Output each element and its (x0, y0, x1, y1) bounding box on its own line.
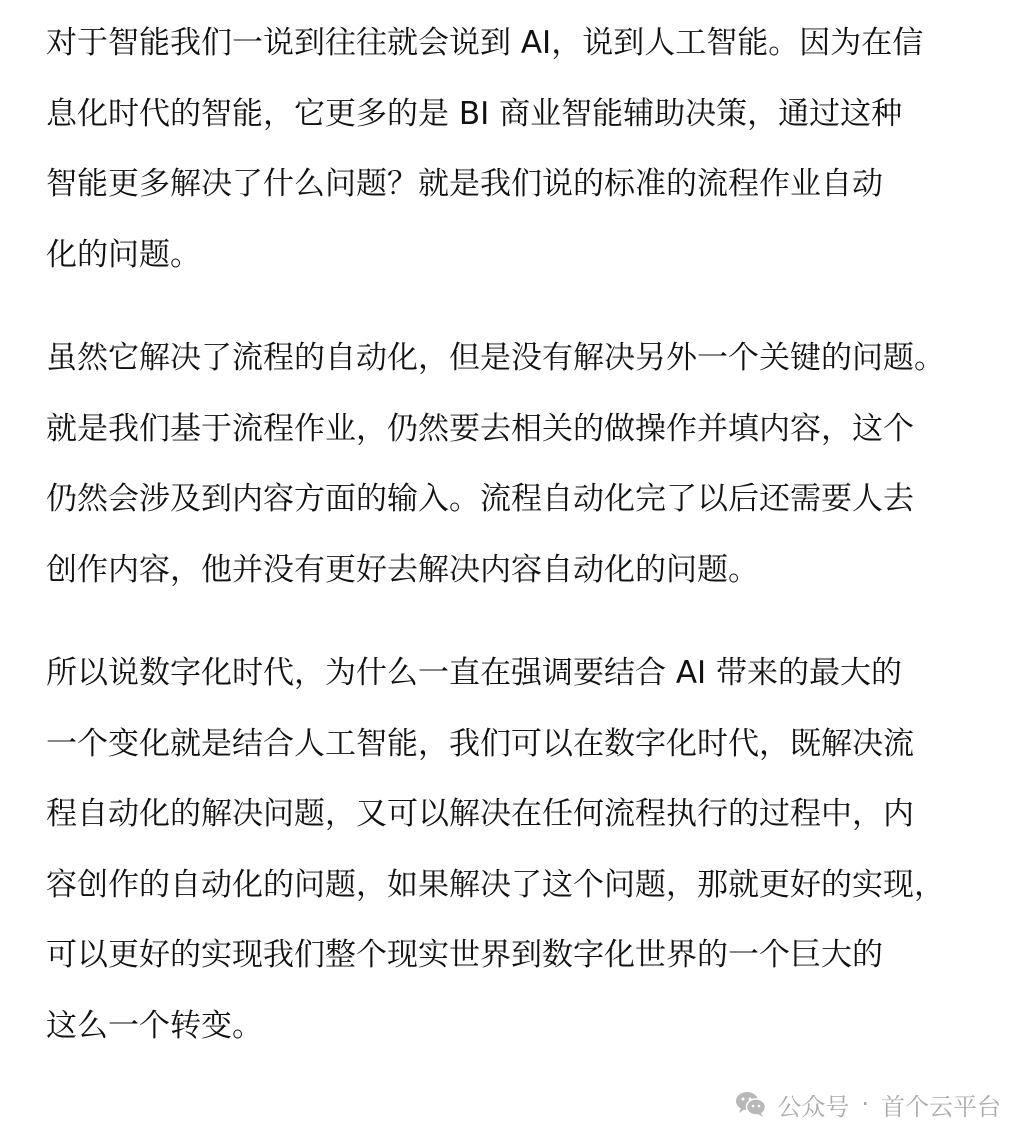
text-line: 智能更多解决了什么问题？就是我们说的标准的流程作业自动 (46, 166, 883, 202)
watermark-source: 公众号 (777, 1092, 850, 1121)
text-line: 仍然会涉及到内容方面的输入。流程自动化完了以后还需要人去 (46, 481, 914, 517)
text-line: 创作内容，他并没有更好去解决内容自动化的问题。 (46, 551, 759, 588)
text-line: 就是我们基于流程作业，仍然要去相关的做操作并填内容，这个 (46, 410, 914, 447)
paragraph-2 (46, 323, 1016, 605)
text-line: 所以说数字化时代，为什么一直在强调要结合 AI 带来的最大的 (46, 655, 903, 691)
text-line: 虽然它解决了流程的自动化，但是没有解决另外一个关键的问题。 (46, 340, 945, 376)
article-body (46, 0, 1016, 1061)
text-line: 一个变化就是结合人工智能，我们可以在数字化时代，既解决流 (46, 725, 914, 762)
text-line: 息化时代的智能，它更多的是 BI 商业智能辅助决策，通过这种 (46, 95, 903, 132)
text-line: 化的问题。 (46, 236, 201, 273)
wechat-icon (735, 1090, 767, 1118)
watermark-separator: · (861, 1090, 869, 1118)
text-line: 对于智能我们一说到往往就会说到 AI，说到人工智能。因为在信 (46, 25, 924, 61)
paragraph-3 (46, 638, 1016, 1061)
watermark-account: 首个云平台 (881, 1092, 1001, 1121)
text-line: 程自动化的解决问题，又可以解决在任何流程执行的过程中，内 (46, 796, 914, 832)
text-line: 可以更好的实现我们整个现实世界到数字化世界的一个巨大的 (46, 937, 883, 973)
source-watermark (735, 1084, 1001, 1124)
text-line: 容创作的自动化的问题，如果解决了这个问题，那就更好的实现， (46, 866, 945, 903)
text-line: 这么一个转变。 (46, 1007, 263, 1044)
paragraph-1 (46, 0, 1016, 290)
